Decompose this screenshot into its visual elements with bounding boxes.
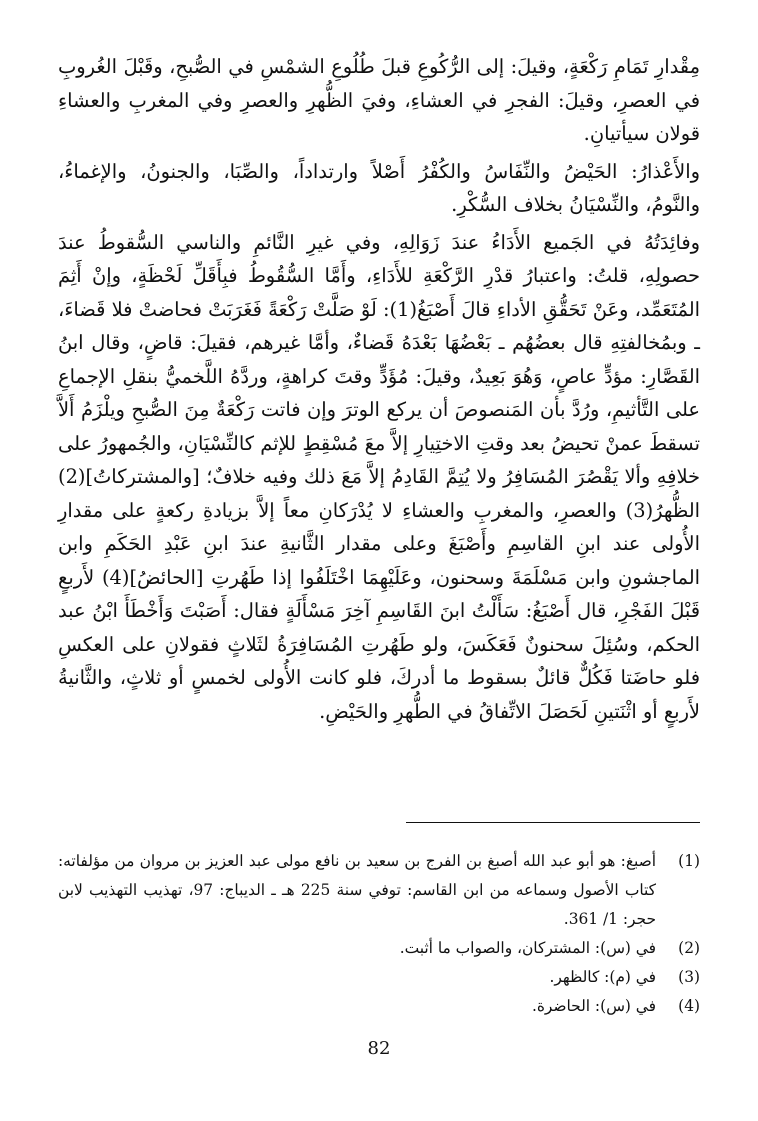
footnotes bbox=[58, 847, 700, 1021]
paragraph-2: والأَعْذارُ: الحَيْضُ والنِّفَاسُ والكُفْرُ أَصْلاً وارتداداً، والصِّبَا، والجنونُ، والإغماءُ، والنَّومُ، والنِّسْيَانُ بخلاف السُّكْرِ. bbox=[58, 159, 700, 216]
footnote-number: (2) bbox=[678, 939, 700, 957]
footnote-text: في (م): كالظهر. bbox=[549, 968, 656, 986]
footnote-text: في (س): الحاضرة. bbox=[531, 997, 656, 1015]
paragraph-1: مِقْدارِ تَمَامِ رَكْعَةٍ، وقيلَ: إلى الرُّكُوعِ قبلَ طُلُوعِ الشمْسِ في الصُّبحِ، وقَبْلَ الغُروبِ في العصرِ، وقيلَ: الفجرِ في العشاءِ، وفيَ الظُّهرِ والعصرِ وفي المغربِ والعشاءِ قولان سيأتيانِ. bbox=[58, 55, 700, 145]
footnote-number: (4) bbox=[678, 997, 700, 1015]
page-number: 82 bbox=[367, 1038, 391, 1059]
footnote-separator bbox=[406, 822, 700, 823]
footnote-text: أصبغ: هو أبو عبد الله أصبغ بن الفرج بن سعيد بن نافع مولى عبد العزيز بن مروان من مؤلفاته: كتاب الأصول وسماعه من ابن القاسم: توفي سنة 225 هـ ـ الديباج: 97، تهذيب التهذيب لابن حجر: 1/ 361. bbox=[58, 852, 657, 928]
footnote-text: في (س): المشتركان، والصواب ما أثبت. bbox=[399, 939, 656, 957]
footnote bbox=[58, 963, 700, 992]
footnote-number: (1) bbox=[678, 852, 700, 870]
paragraph-3: وفائِدَتُهُ في الجَميع الأَدَاءُ عندَ زَوَالِهِ، وفي غيرِ النَّائمِ والناسي السُّقوطُ عندَ حصولِهِ، قلتُ: واعتبارُ قدْرِ الرَّكْعَةِ للأَدَاءِ، وأَمَّا السُّقُوطُ فبِأَقَلِّ لَحْظَةٍ، وإنْ أَثِمَ المُتَعَمِّد، وعَنْ تَحَقُّقِ الأداءِ قالَ أَصْبَغُ(1): لَوْ صَلَّتْ رَكْعَةً فَغَرَبَتْ فحاضتْ فلا قَضاءَ، ـ وبمُخالفتِهِ قال بعضُهُم ـ بَعْضُهَا بَعْدَهُ قَضاءٌ، وأمَّا غيرهم، فقيلَ: قاضٍ، وقال ابنُ القَصَّارِ: مؤدٍّ عاصٍ، وَهُوَ بَعِيدٌ، وقيلَ: مُؤَدٍّ وقتَ كراهةٍ، وردَّهُ اللَّخميُّ بنقلِ الإجماعِ على التَّأثيمِ، ورُدَّ بأن المَنصوصَ أن يركع الوترَ وإن فاتت رَكْعَةٌ مِنَ الصُّبحِ ويلْزَمُ أَلاَّ تسقطَ عمنْ تحيضُ بعد وقتِ الاختِيارِ إلاَّ معَ مُسْقِطٍ للإثم كالنِّسْيَانِ، والجُمهورُ على خلافِهِ وألا يَقْصُرَ المُسَافِرُ ولا يُتِمَّ القَادِمُ إلاَّ مَعَ ذلك وفيه خلافٌ؛ [والمشتركاتُ](2) الظُّهرُ(3) والعصرِ، والمغربِ والعشاءِ لا يُدْرَكانِ معاً إلاَّ بزيادةِ ركعةٍ على مقدارِ الأُولى عند ابنِ القاسِمِ وأَصْبَغَ وعلى مقدار الثَّانيةِ عندَ ابنِ عَبْدِ الحَكَمِ وابن الماجشونِ وابن مَسْلَمَةَ وسحنون، وعَلَيْهِمَا اخْتَلَفُوا إذا طَهُرتِ [الحائضُ](4) لأَربعٍ قَبْلَ الفَجْرِ، قال أَصْبَغُ: سَأَلْتُ ابنَ القَاسِمِ آخِرَ مَسْأَلَةٍ فقال: أَصَبْتَ وَأَخْطَأَ ابْنُ عبد الحكم، وسُئِلَ سحنونٌ فَعَكَسَ، ولو طَهُرتِ المُسَافِرَةُ لثَلاثٍ فقولانِ على العكسِ فلو حاضَتا فَكُلٌّ قائلٌ بسقوط ما أدركَ، فلو كانت الأُولى لخمسٍ أو ثلاثٍ، والثَّانيةُ لأَربعٍ أو اثْنَتينِ لَحَصَلَ الاتِّفاقُ في الطُّهرِ والحَيْضِ. bbox=[58, 230, 700, 723]
footnote-number: (3) bbox=[678, 968, 700, 986]
footnote bbox=[58, 847, 700, 934]
footnote bbox=[58, 934, 700, 963]
main-text bbox=[58, 50, 700, 732]
footnote bbox=[58, 992, 700, 1021]
